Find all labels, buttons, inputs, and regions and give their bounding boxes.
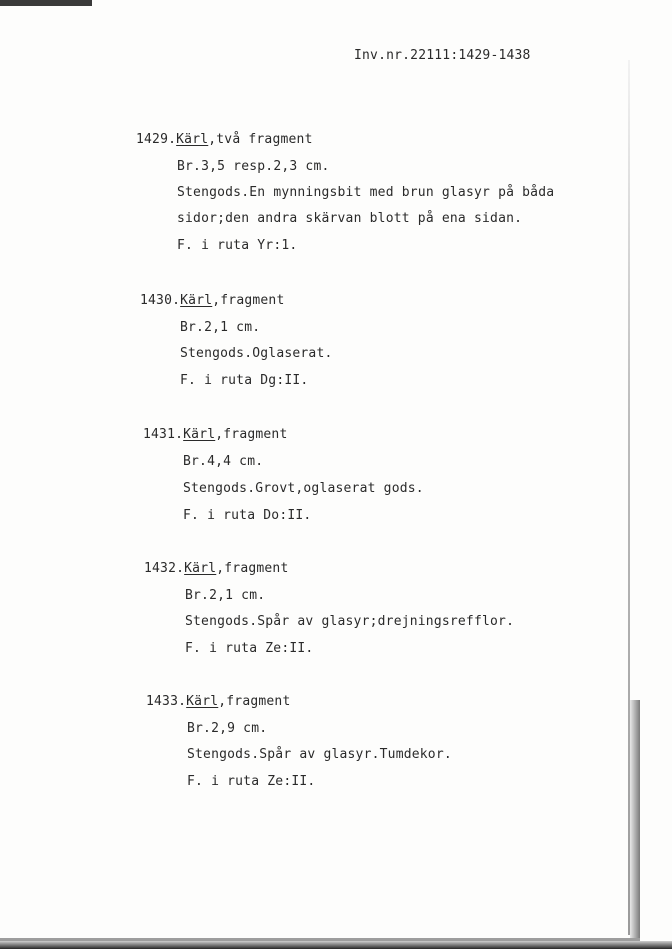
entry-number: 1430. [140,293,181,308]
entry-line: Stengods.Spår av glasyr;drejningsrefflor. [185,614,515,629]
entry-line: Br.2,1 cm. [185,588,266,603]
entry-heading [143,427,288,442]
entry-object: Kärl [184,561,217,576]
entry-object: Kärl [176,132,209,147]
entry-line: F. i ruta Ze:II. [185,641,314,656]
entry-line: Stengods.Spår av glasyr.Tumdekor. [187,747,452,762]
entry-line: Br.4,4 cm. [183,454,264,469]
entry-line: F. i ruta Yr:1. [177,238,298,253]
entry-line: Stengods.En mynningsbit med brun glasyr på båda [177,185,555,200]
entry-line: Stengods.Oglaserat. [180,346,333,361]
entry-number: 1429. [136,132,177,147]
entry-heading [146,694,291,709]
scan-edge-bottom [0,941,672,949]
entry-number: 1431. [143,427,184,442]
entry-object: Kärl [186,694,219,709]
inventory-number: Inv.nr.22111:1429-1438 [354,48,531,63]
entry-object: Kärl [183,427,216,442]
scan-edge-top [0,0,92,6]
entry-number: 1432. [144,561,185,576]
entry-line: F. i ruta Dg:II. [180,373,309,388]
entry-description: ,fragment [215,427,288,442]
entry-heading [144,561,289,576]
entry-number: 1433. [146,694,187,709]
entry-heading [136,132,313,147]
entry-description: ,fragment [212,293,285,308]
entry-object: Kärl [180,293,213,308]
entry-description: ,fragment [218,694,291,709]
entry-description: ,två fragment [208,132,313,147]
scan-shadow-right [630,700,640,949]
entry-line: F. i ruta Ze:II. [187,774,316,789]
entry-description: ,fragment [216,561,289,576]
entry-line: Br.3,5 resp.2,3 cm. [177,159,330,174]
entry-line: sidor;den andra skärvan blott på ena sidan. [177,211,523,226]
entry-line: Br.2,9 cm. [187,721,268,736]
entry-line: Stengods.Grovt,oglaserat gods. [183,481,424,496]
entry-line: F. i ruta Do:II. [183,508,312,523]
entry-line: Br.2,1 cm. [180,320,261,335]
entry-heading [140,293,285,308]
